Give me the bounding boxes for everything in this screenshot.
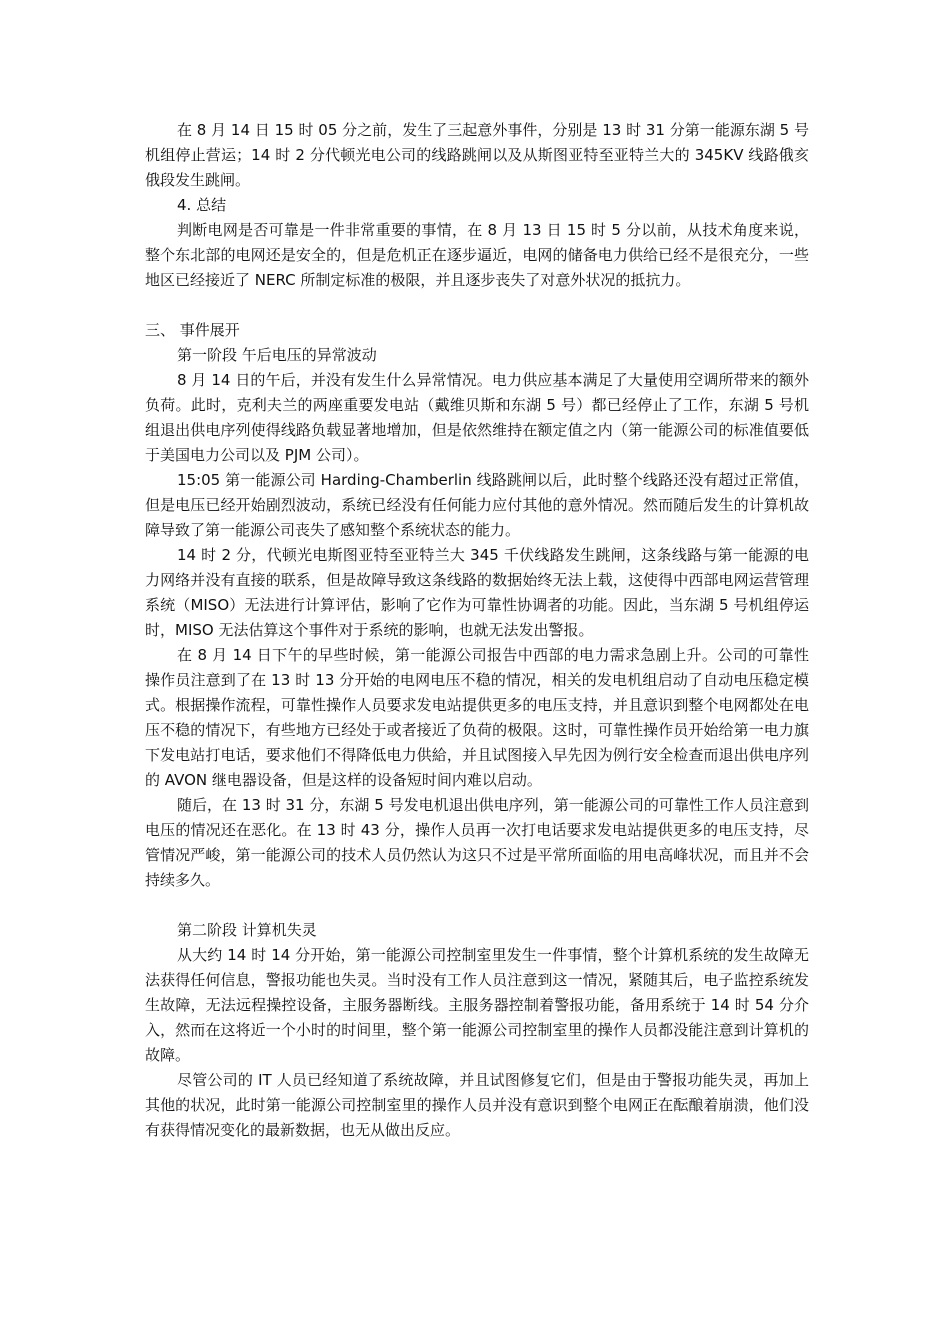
heading-summary: 4. 总结 bbox=[177, 196, 227, 214]
paragraph-voltage-instability: 在 8 月 14 日下午的早些时候，第一能源公司报告中西部的电力需求急剧上升。公司的可靠性操作员注意到了在 13 时 13 分开始的电网电压不稳的情况，相关的发电机组启动了自动电压稳定模式。根据操作流程，可靠性操作人员要求发电站提供更多的电压支持，并且意识到整个电网都处在电压不稳的情况下，有些地方已经处于或者接近了负荷的极限。这时，可靠性操作员开始给第一电力旗下发电站打电话，要求他们不得降低电力供給，并且试图接入早先因为例行安全检查而退出供电序列的 AVON 继电器设备，但是这样的设备短时间内难以启动。 bbox=[145, 646, 809, 789]
paragraph-miso: 14 时 2 分，代顿光电斯图亚特至亚特兰大 345 千伏线路发生跳闸，这条线路与第一能源的电力网络并没有直接的联系，但是故障导致这条线路的数据始终无法上载，这使得中西部电网运营管理系统（MISO）无法进行计算评估，影响了它作为可靠性协调者的功能。因此，当东湖 5 号机组停运时，MISO 无法估算这个事件对于系统的影响，也就无法发出警报。 bbox=[145, 546, 809, 639]
paragraph-it-staff: 尽管公司的 IT 人员已经知道了系统故障，并且试图修复它们，但是由于警报功能失灵，再加上其他的状况，此时第一能源公司控制室里的操作人员并没有意识到整个电网正在酝酿着崩溃，他们没有获得情况变化的最新数据，也无从做出反应。 bbox=[145, 1071, 809, 1139]
paragraph-eastlake-5: 随后，在 13 时 31 分，东湖 5 号发电机退出供电序列，第一能源公司的可靠性工作人员注意到电压的情况还在恶化。在 13 时 43 分，操作人员再一次打电话要求发电站提供更多的电压支持，尽管情况严峻，第一能源公司的技术人员仍然认为这只不过是平常所面临的用电高峰状况，而且并不会持续多久。 bbox=[145, 796, 809, 889]
paragraph-events-before-1505: 在 8 月 14 日 15 时 05 分之前，发生了三起意外事件，分别是 13 时 31 分第一能源东湖 5 号机组停止营运；14 时 2 分代顿光电公司的线路跳闸以及从斯图亚特至亚特兰大的 345KV 线路俄亥俄段发生跳闸。 bbox=[145, 121, 809, 189]
heading-stage-1: 第一阶段 午后电压的异常波动 bbox=[177, 346, 377, 364]
paragraph-summary: 判断电网是否可靠是一件非常重要的事情，在 8 月 13 日 15 时 5 分以前，从技术角度来说，整个东北部的电网还是安全的，但是危机正在逐步逼近，电网的储备电力供给已经不是很充分，一些地区已经接近了 NERC 所制定标准的极限，并且逐步丧失了对意外状况的抵抗力。 bbox=[145, 221, 809, 289]
heading-section-3: 三、 事件展开 bbox=[145, 321, 240, 339]
heading-stage-2: 第二阶段 计算机失灵 bbox=[177, 921, 317, 939]
paragraph-harding-chamberlin: 15:05 第一能源公司 Harding-Chamberlin 线路跳闸以后，此时整个线路还没有超过正常值，但是电压已经开始剧烈波动，系统已经没有任何能力应付其他的意外情况。然而随后发生的计算机故障导致了第一能源公司丧失了感知整个系统状态的能力。 bbox=[145, 471, 809, 539]
paragraph-afternoon: 8 月 14 日的午后，并没有发生什么异常情况。电力供应基本满足了大量使用空调所带来的额外负荷。此时，克利夫兰的两座重要发电站（戴维贝斯和东湖 5 号）都已经停止了工作，东湖 5 号机组退出供电序列使得线路负载显著地增加，但是依然维持在额定值之内（第一能源公司的标准值要低于美国电力公司以及 PJM 公司）。 bbox=[145, 371, 809, 464]
paragraph-computer-failure: 从大约 14 时 14 分开始，第一能源公司控制室里发生一件事情，整个计算机系统的发生故障无法获得任何信息，警报功能也失灵。当时没有工作人员注意到这一情况，紧随其后，电子监控系统发生故障，无法远程操控设备，主服务器断线。主服务器控制着警报功能，备用系统于 14 时 54 分介入，然而在这将近一个小时的时间里，整个第一能源公司控制室里的操作人员都没能注意到计算机的故障。 bbox=[145, 946, 809, 1064]
document-page bbox=[145, 118, 809, 1143]
